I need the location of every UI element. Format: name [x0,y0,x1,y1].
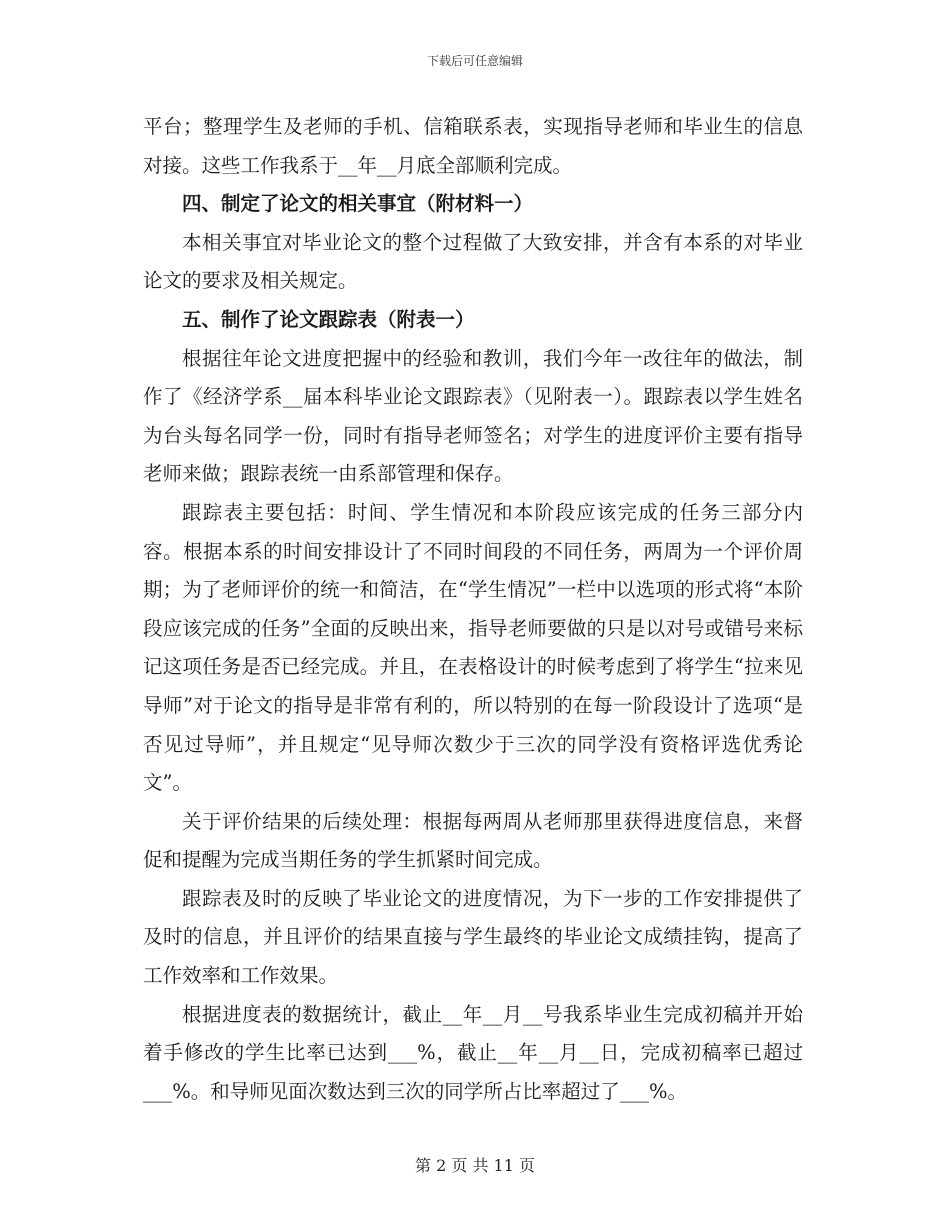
page-header: 下载后可任意编辑 [426,54,523,68]
paragraph: 本相关事宜对毕业论文的整个过程做了大致安排，并含有本系的对毕业论文的要求及相关规定。 [143,230,803,293]
section-heading-5: 五、制作了论文跟踪表（附表一） [182,307,475,331]
paragraph: 跟踪表主要包括：时间、学生情况和本阶段应该完成的任务三部分内容。根据本系的时间安排设计了不同时间段的不同任务，两周为一个评价周期；为了老师评价的统一和简洁，在“学生情况”一栏中以选项的形式将“本阶段应该完成的任务”全面的反映出来，指导老师要做的只是以对号或错号来标记这项任务是否已经完成。并且，在表格设计的时候考虑到了将学生“拉来见导师”对于论文的指导是非常有利的，所以特别的在每一阶段设计了选项“是否见过导师”，并且规定“见导师次数少于三次的同学没有资格评选优秀论文”。 [143,500,803,795]
paragraph: 关于评价结果的后续处理：根据每两周从老师那里获得进度信息，来督促和提醒为完成当期任务的学生抓紧时间完成。 [143,809,803,872]
paragraph: 根据进度表的数据统计，截止__年__月__号我系毕业生完成初稿并开始着手修改的学生比率已达到___%，截止__年__月__日，完成初稿率已超过___%。和导师见面次数达到三次的同学所占比率超过了___%。 [143,1002,803,1103]
page-footer: 第 2 页 共 11 页 [415,1156,535,1175]
document-body [143,108,803,1111]
section-heading-4: 四、制定了论文的相关事宜（附材料一） [182,192,534,216]
paragraph: 根据往年论文进度把握中的经验和教训，我们今年一改往年的做法，制作了《经济学系__届本科毕业论文跟踪表》（见附表一）。跟踪表以学生姓名为台头每名同学一份，同时有指导老师签名；对学生的进度评价主要有指导老师来做；跟踪表统一由系部管理和保存。 [143,346,803,486]
paragraph-continued: 平台；整理学生及老师的手机、信箱联系表，实现指导老师和毕业生的信息对接。这些工作我系于__年__月底全部顺利完成。 [143,115,803,177]
paragraph: 跟踪表及时的反映了毕业论文的进度情况，为下一步的工作安排提供了及时的信息，并且评价的结果直接与学生最终的毕业论文成绩挂钩，提高了工作效率和工作效果。 [143,886,803,988]
